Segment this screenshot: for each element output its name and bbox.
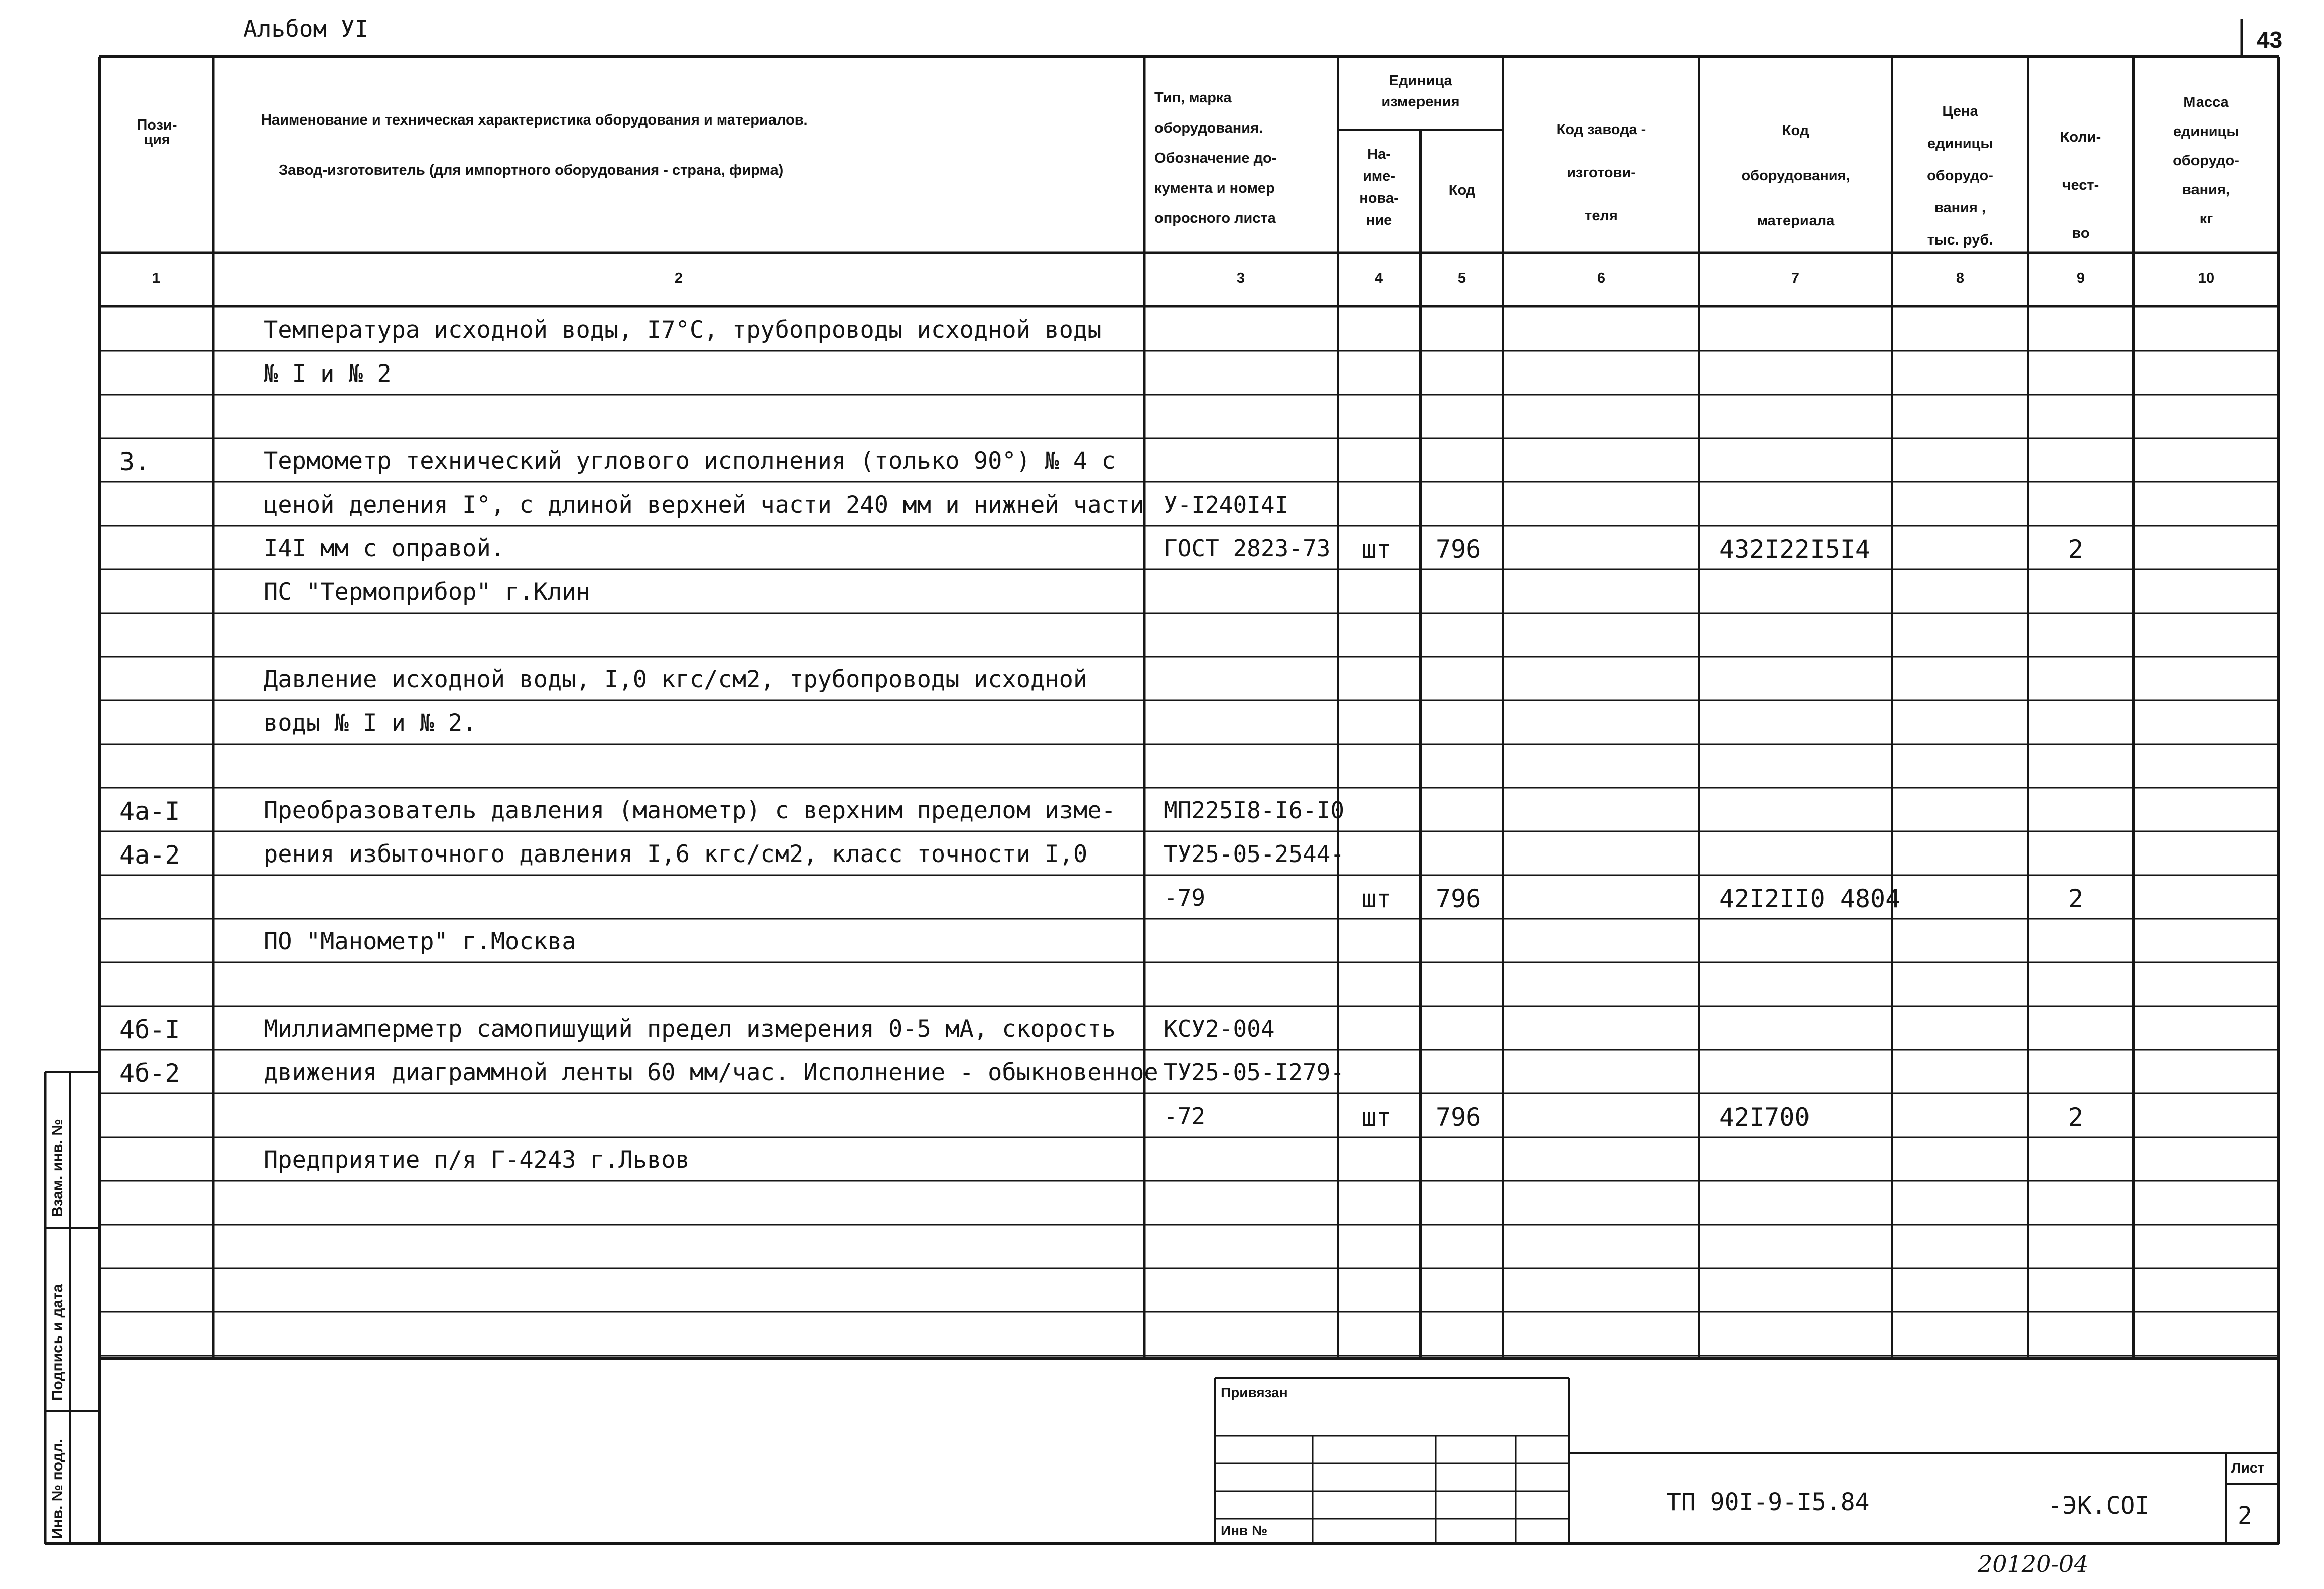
cell-c9: 2 <box>2068 535 2084 564</box>
column-number: 9 <box>2076 270 2085 286</box>
cell-c3: У-I240I4I <box>1164 491 1289 518</box>
cell-c3: ТУ25-05-2544- <box>1164 840 1345 868</box>
cell-c5: 796 <box>1436 884 1481 913</box>
cell-c1: 4а-2 <box>119 840 180 870</box>
inv-no-label: Инв № <box>1221 1523 1268 1538</box>
cell-c4: шт <box>1361 535 1392 564</box>
cell-c3: МП225I8-I6-I0 <box>1164 797 1345 824</box>
header-col9: Коли- чест- во <box>2060 129 2101 241</box>
column-number: 6 <box>1597 270 1606 286</box>
album-label: Альбом УI <box>243 15 369 42</box>
sheet-label: Лист <box>2231 1460 2265 1476</box>
header-col7: Код оборудования, материала <box>1741 123 1850 229</box>
cell-c1: 4б-I <box>119 1015 180 1044</box>
cell-c2: № I и № 2 <box>264 360 392 388</box>
cell-c3: ТУ25-05-I279- <box>1164 1059 1345 1086</box>
column-number: 1 <box>152 270 161 286</box>
cell-c2: Преобразователь давления (манометр) с верхним пределом изме- <box>264 797 1116 824</box>
privyazan-label: Привязан <box>1221 1385 1288 1400</box>
cell-c2: Температура исходной воды, I7°С, трубопроводы исходной воды <box>264 316 1102 344</box>
cell-c7: 42I2II0 4804 <box>1719 884 1901 913</box>
column-number: 3 <box>1236 270 1245 286</box>
cell-c2: ПО "Манометр" г.Москва <box>264 928 576 955</box>
header-col6: Код завода - изготови- теля <box>1556 121 1646 224</box>
header-col1: Пози- ция <box>137 117 177 148</box>
cell-c2: движения диаграммной ленты 60 мм/час. Исполнение - обыкновенное <box>264 1059 1158 1086</box>
cell-c5: 796 <box>1436 535 1481 564</box>
header-col10: Масса единицы оборудо- вания, кг <box>2173 94 2239 227</box>
column-number: 7 <box>1791 270 1800 286</box>
header-unit-group: Единица измерения <box>1381 73 1460 110</box>
sheet-number: 2 <box>2238 1502 2252 1530</box>
cell-c1: 3. <box>119 447 150 476</box>
cell-c5: 796 <box>1436 1103 1481 1132</box>
cell-c2: I4I мм с оправой. <box>264 535 505 562</box>
column-number: 2 <box>674 270 683 286</box>
header-col2-line2: Завод-изготовитель (для импортного оборудования - страна, фирма) <box>279 162 784 178</box>
stamp-vzam-inv: Взам. инв. № <box>49 1119 66 1217</box>
cell-c2: ПС "Термоприбор" г.Клин <box>264 578 590 606</box>
cell-c3: КСУ2-004 <box>1164 1015 1275 1042</box>
column-number: 8 <box>1956 270 1965 286</box>
header-col2-line1: Наименование и техническая характеристика оборудования и материалов. <box>261 112 808 128</box>
cell-c2: Давление исходной воды, I,0 кгс/см2, трубопроводы исходной <box>264 666 1088 693</box>
cell-c1: 4б-2 <box>119 1059 180 1088</box>
cell-c9: 2 <box>2068 884 2084 913</box>
page-number: 43 <box>2257 27 2283 53</box>
cell-c1: 4а-I <box>119 797 180 826</box>
header-col3: Тип, марка оборудования. Обозначение до- кумента и номер опросного листа <box>1154 90 1277 226</box>
cell-c2: Миллиамперметр самопишущий предел измерения 0-5 мА, скорость <box>264 1015 1116 1043</box>
cell-c4: шт <box>1361 884 1392 913</box>
cell-c9: 2 <box>2068 1103 2084 1132</box>
cell-c2: рения избыточного давления I,6 кгс/см2, класс точности I,0 <box>264 840 1088 868</box>
handwritten-note: 20120-04 <box>1978 1550 2089 1577</box>
document-code: -ЭК.COI <box>2048 1492 2150 1520</box>
cell-c2: Термометр технический углового исполнения (только 90°) № 4 с <box>264 447 1116 475</box>
cell-c7: 432I22I5I4 <box>1719 535 1871 564</box>
header-col4: На- име- нова- ние <box>1359 146 1399 228</box>
stamp-inv-podl: Инв. № подл. <box>49 1438 66 1539</box>
cell-c7: 42I700 <box>1719 1103 1810 1132</box>
cell-c2: воды № I и № 2. <box>264 709 477 737</box>
stamp-podpis-data: Подпись и дата <box>49 1284 66 1401</box>
cell-c3: -72 <box>1164 1103 1206 1130</box>
column-number: 5 <box>1457 270 1466 286</box>
column-number: 4 <box>1374 270 1383 286</box>
cell-c2: ценой деления I°, с длиной верхней части 240 мм и нижней части <box>264 491 1144 519</box>
cell-c4: шт <box>1361 1103 1392 1132</box>
cell-c2: Предприятие п/я Г-4243 г.Львов <box>264 1146 690 1174</box>
column-number: 10 <box>2198 270 2215 286</box>
document-designation: ТП 90I-9-I5.84 <box>1666 1488 1870 1516</box>
cell-c3: ГОСТ 2823-73 <box>1164 535 1331 562</box>
header-col8: Цена единицы оборудо- вания , тыс. руб. <box>1927 103 1993 248</box>
header-col5: Код <box>1448 182 1476 198</box>
cell-c3: -79 <box>1164 884 1206 911</box>
